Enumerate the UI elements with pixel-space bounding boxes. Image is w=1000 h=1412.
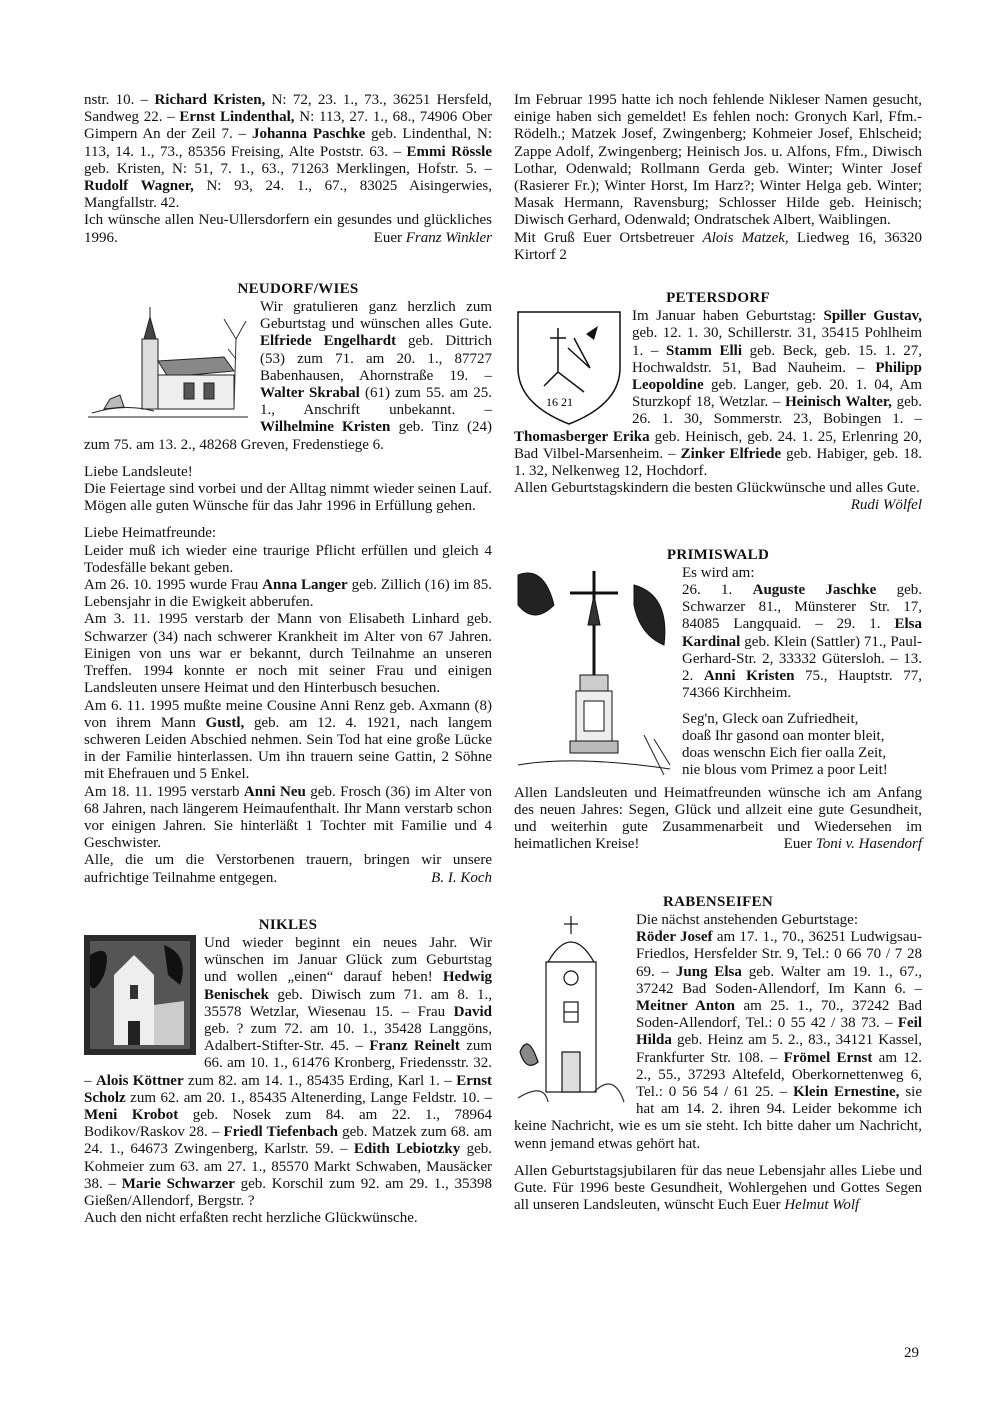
greeting-paragraph: Ich wünsche allen Neu-Ullersdorfern ein gesundes und glückliches 1996. Euer Franz Winkler bbox=[84, 212, 492, 246]
paragraph: Allen Geburtstagskindern die besten Glückwünsche und alles Gute. Rudi Wölfel bbox=[514, 480, 922, 514]
paragraph: Am 3. 11. 1995 verstarb der Mann von Elisabeth Linhard geb. Schwarzer (34) nach schwerer Krankheit im Alter von 67 Jahren. Einigen von uns war er bekannt, durch Teilnahme an unseren Treffen. 1994 konnte er noch mit seiner Frau und einigen Landsleuten unsere Heimat und den Hinterbusch besuchen. bbox=[84, 611, 492, 697]
section-title-nikles: NIKLES bbox=[258, 916, 318, 933]
church-illustration bbox=[84, 299, 252, 421]
signature: B. I. Koch bbox=[431, 869, 492, 886]
page-number: 29 bbox=[904, 1345, 919, 1361]
church-photo-illustration bbox=[84, 935, 196, 1055]
section-petersdorf: 16 21 Im Januar haben Geburtstag: Spiller Gustav, geb. 12. 1. 30, Schillerstr. 31, 35415 Pohlheim 1. – Stamm Elli geb. Beck, geb. 15. 1. 27, Hochwaldstr. 51, Bad Nauheim. – Philipp Leopoldine geb. Langer, geb. 20. 1. 04, Am Sturzkopf 18, Wetzlar. – Heinisch Walter, geb. 26. 1. 30, Sommerstr. 23, Bobingen 1. – Thomasberger Erika geb. Heinisch, geb. 24. 1. 25, Erlenring 20, Bad Vilbel-Marsenheim. – Zinker Elfriede geb. Habiger, geb. 18. 1. 32, Nelkenweg 12, Hochdorf. bbox=[514, 308, 923, 480]
paragraph: Die Feiertage sind vorbei und der Alltag nimmt wieder seinen Lauf. Mögen alle guten Wünsche für das Jahr 1996 in Erfüllung gehen. bbox=[84, 481, 492, 515]
missing-names-paragraph: Im Februar 1995 hatte ich noch fehlende Nikleser Namen gesucht, einige haben sich gemeldet! Es fehlen noch: Gronych Karl, Ffm.-Rödelh.; Matzek Josef, Zwingenberg; Kohmeier Josef, Ehlscheid; Zappe Adolf, Zwingenberg; Heinisch Jos. u. Alfons, Ffm., Diwisch Lothar, Odenwald; Rollmann Gerda geb. Winter; Winter Josef (Rasierer Fr.); Winter Horst, Im Harz?; Winter Helga geb. Winter; Masak Hermann, Ravensburg; Schlosser Hilde geb. Heinisch; Diwisch Gerhard, Odenwald; Ondratschek Albert, Waiblingen. bbox=[514, 92, 922, 229]
paragraph: Auch den nicht erfaßten recht herzliche Glückwünsche. bbox=[84, 1210, 418, 1227]
paragraph: Leider muß ich wieder eine traurige Pflicht erfüllen und gleich 4 Todesfälle bekant geben. bbox=[84, 542, 492, 576]
section-primiswald: Es wird am: 26. 1. Auguste Jaschke geb. Schwarzer 81., Münsterer Str. 17, 84085 Langquaid. – 29. 1. Elsa Kardinal geb. Klein (Sattler) 71., Paul-Gerhard-Str. 2, 33332 Gütersloh. – 13. 2. Anni Kristen 75., Hauptstr. 77, 74366 Kirchheim. Seg'n, Gleck oan Zufriedheit, doaß Ihr gasond oan monter bleit, doas wenschn Eich fier oalla Zeit, nie blous vom Primez a poor Leit! bbox=[514, 565, 922, 779]
section-neudorf: Wir gratulieren ganz herzlich zum Geburtstag und wünschen alles Gute. Elfriede Engelhardt geb. Dittrich (53) zum 71. am 20. 1., 87727 Babenhausen, Ahornstraße 19. – Walter Skrabal (61) zum 55. am 25. 1., Anschrift unbekannt. – Wilhelmine Kristen geb. Tinz (24) zum 75. am 13. 2., 48268 Greven, Fredenstiege 6. bbox=[84, 299, 493, 453]
section-rabenseifen: Die nächst anstehenden Geburtstage: Röder Josef am 17. 1., 70., 36251 Ludwigsau-Friedlos, Hersfelder Str. 9, Tel.: 0 66 70 / 7 28 69. – Jung Elsa geb. Walter am 19. 1., 67., 37242 Bad Soden-Allendorf, Im Kann 6. – Meitner Anton am 25. 1., 70., 37242 Bad Soden-Allendorf, Tel.: 0 55 42 / 38 73. – Feil Hilda geb. Heinz am 5. 2., 83., 34121 Kassel, Frankfurter Str. 108. – Frömel Ernst am 12. 2., 55., 37293 Altefeld, Oberkornettenweg 6, Tel.: 0 56 54 / 61 25. – Klein Ernestine, sie hat am 14. 2. ihren 94. Leider bekomme ich keine Nachricht, wie es um sie steht. Ich bitte daher um Nachricht, wenn jemand etwas gehört hat. bbox=[514, 911, 923, 1152]
right-column bbox=[514, 92, 922, 1214]
salutation: Liebe Landsleute! bbox=[84, 463, 193, 480]
left-column bbox=[84, 92, 492, 1227]
poem: Seg'n, Gleck oan Zufriedheit, doaß Ihr gasond oan monter bleit, doas wenschn Eich fier oalla Zeit, nie blous vom Primez a poor Leit! bbox=[682, 710, 888, 779]
signature: Euer Franz Winkler bbox=[373, 229, 492, 246]
section-title-rabenseifen: RABENSEIFEN bbox=[663, 893, 773, 910]
salutation: Liebe Heimatfreunde: bbox=[84, 525, 217, 542]
crest-year: 16 21 bbox=[546, 395, 573, 410]
neu-ullersdorf-list: nstr. 10. – Richard Kristen, N: 72, 23. 1., 73., 36251 Hersfeld, Sandweg 22. – Ernst Lindenthal, N: 113, 27. 1., 68., 74906 Ober Gimpern An der Zeil 7. – Johanna Paschke geb. Lindenthal, N: 113, 14. 1., 73., 85356 Freising, Alte Poststr. 63. – Emmi Rössle geb. Kristen, N: 51, 7. 1., 63., 71263 Merklingen, Hofstr. 5. – Rudolf Wagner, N: 93, 24. 1., 67., 83025 Aisingerwies, Mangfallstr. 42. bbox=[84, 92, 493, 212]
section-title-primiswald: PRIMISWALD bbox=[666, 546, 770, 563]
paragraph: Allen Landsleuten und Heimatfreunden wünsche ich am Anfang des neuen Jahres: Segen, Glück und allzeit eine gute Gesundheit, und weiterhin gute Zusammenarbeit und Wiedersehen im heimatlichen Kreise! Euer Toni v. Hasendorf bbox=[514, 784, 922, 853]
signature: Rudi Wölfel bbox=[850, 497, 922, 514]
paragraph: Alle, die um die Verstorbenen trauern, bringen wir unsere aufrichtige Teilnahme entgegen. B. I. Koch bbox=[84, 852, 492, 886]
paragraph: Mit Gruß Euer Ortsbetreuer Alois Matzek, Liedweg 16, 36320 Kirtorf 2 bbox=[514, 229, 923, 263]
section-nikles: Und wieder beginnt ein neues Jahr. Wir wünschen im Januar Glück zum Geburtstag und wollen „einen“ darauf heben! Hedwig Benischek geb. Diwisch zum 71. am 8. 1., 35578 Wetzlar, Wiesenau 15. – Frau David geb. ? zum 72. am 10. 1., 35428 Langgöns, Adalbert-Stifter-Str. 45. – Franz Reinelt zum 66. am 10. 1., 61476 Kronberg, Friedensstr. 32. – Alois Köttner zum 82. am 14. 1., 85435 Erding, Karl 1. – Ernst Scholz zum 62. am 20. 1., 85435 Altenerding, Lange Feldstr. 10. – Meni Krobot geb. Nosek zum 84. am 22. 1., 78964 Bodikov/Raskov 28. – Friedl Tiefenbach geb. Matzek zum 68. am 24. 1., 64673 Zwingenberg, Karlstr. 59. – Edith Lebiotzky geb. Kohmeier zum 63. am 27. 1., 85570 Markt Schwaben, Mausäcker 38. – Marie Schwarzer geb. Korschil zum 92. am 29. 1., 35398 Gießen/Allendorf, Bergstr. ? bbox=[84, 934, 493, 1209]
paragraph: Am 6. 11. 1995 mußte meine Cousine Anni Renz geb. Axmann (8) von ihrem Mann Gustl, geb. am 12. 4. 1921, nach langem schweren Leiden Abschied nehmen. Sein Tod hat eine große Lücke in der Familie hinterlassen. Um ihn trauern seine Gattin, 2 Söhne mit Ehefrauen und 5 Enkel. bbox=[84, 697, 493, 783]
paragraph: Am 26. 10. 1995 wurde Frau Anna Langer geb. Zillich (16) im 85. Lebensjahr in die Ewigkeit abberufen. bbox=[84, 577, 493, 611]
paragraph: Allen Geburtstagsjubilaren für das neue Lebensjahr alles Liebe und Gute. Für 1996 beste Gesundheit, Wohlergehen und Gottes Segen all unseren Landsleuten, wünscht Euch Euer Helmut Wolf bbox=[514, 1162, 922, 1214]
paragraph: Am 18. 11. 1995 verstarb Anni Neu geb. Frosch (36) im Alter von 68 Jahren, nach längerem Heimaufenthalt. Ihr Mann verstarb schon vor einigen Jahren. Sie hinterläßt 1 Tochter mit Familie und 4 Geschwister. bbox=[84, 783, 492, 852]
wayside-cross-illustration bbox=[514, 565, 674, 783]
section-title-neudorf: NEUDORF/WIES bbox=[237, 280, 359, 297]
coat-of-arms-illustration bbox=[514, 308, 624, 426]
section-title-petersdorf: PETERSDORF bbox=[666, 290, 770, 307]
chapel-illustration bbox=[514, 912, 628, 1108]
